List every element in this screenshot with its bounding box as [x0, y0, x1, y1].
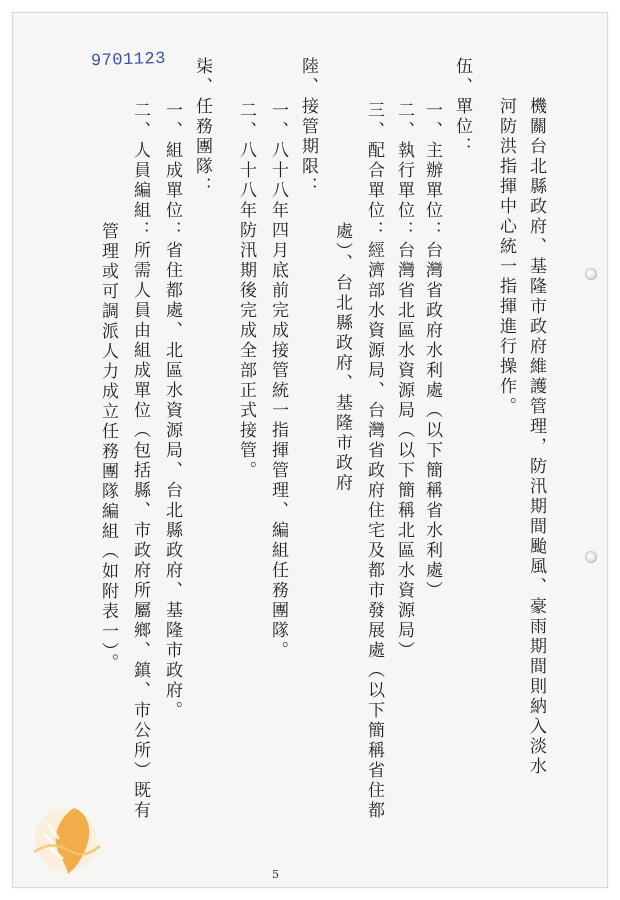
text-column-13: 二、人員編組：所需人員由組成單位（包括縣、市政府所屬鄉、鎮、市公所）既有 — [130, 101, 150, 821]
section-heading-6: 陸、接管期限： — [298, 57, 318, 197]
binder-hole-lower — [585, 551, 597, 563]
taiwan-archive-logo-icon — [28, 800, 108, 876]
binder-hole-upper — [585, 268, 597, 280]
page-number: 5 — [272, 868, 279, 881]
text-column-6: 三、配合單位：經濟部水資源局、台灣省政府住宅及都市發展處（以下簡稱省住都 — [364, 101, 384, 821]
text-column-10: 二、八十八年防汛期後完成全部正式接管。 — [236, 101, 256, 481]
section-heading-7: 柒、任務團隊： — [192, 57, 212, 197]
document-stamp-number: 9701123 — [90, 49, 167, 72]
text-column-14: 管理或可調派人力成立任務團隊編組（如附表一）。 — [98, 222, 118, 674]
text-column-2: 河防洪指揮中心統一指揮進行操作。 — [496, 97, 516, 417]
text-column-5: 二、執行單位：台灣省北區水資源局（以下簡稱北區水資源局） — [394, 101, 414, 661]
text-column-7: 處）、台北縣政府、基隆市政府 — [332, 222, 352, 494]
document-page — [12, 12, 608, 888]
text-column-12: 一、組成單位：省住都處、北區水資源局、台北縣政府、基隆市政府。 — [162, 101, 182, 721]
section-heading-5: 伍、單位： — [452, 57, 472, 157]
text-column-4: 一、主辦單位：台灣省政府水利處（以下簡稱省水利處） — [422, 101, 442, 601]
text-column-1: 機關台北縣政府、基隆市政府維護管理，防汛期間颱風、豪雨期間則納入淡水 — [526, 97, 546, 777]
text-column-9: 一、八十八年四月底前完成接管統一指揮管理、編組任務團隊。 — [268, 101, 288, 661]
